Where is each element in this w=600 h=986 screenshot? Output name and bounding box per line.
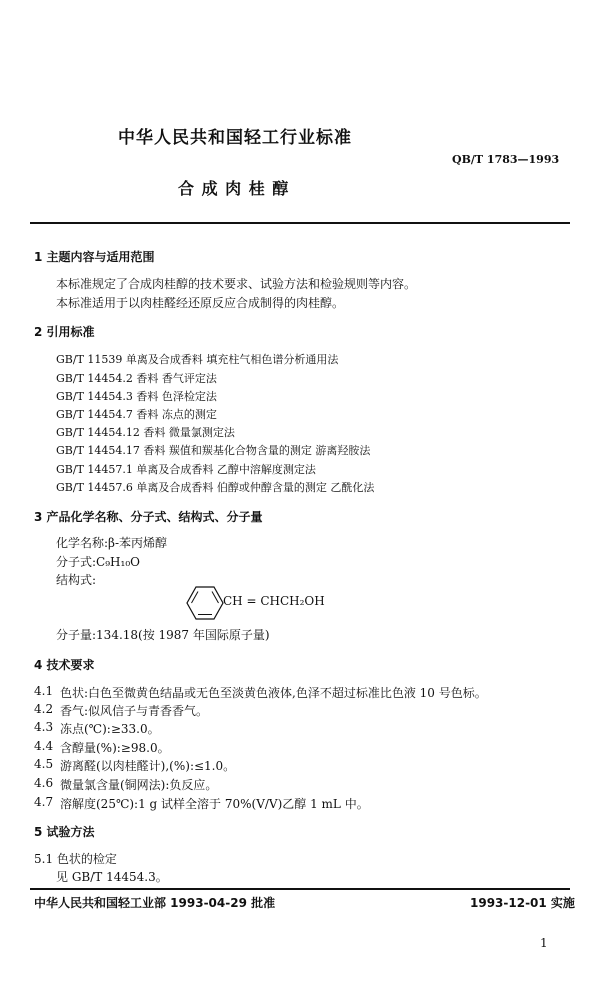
reference-item: GB/T 11539 单离及合成香料 填充柱气相色谱分析通用法 (56, 353, 339, 366)
page-number: 1 (540, 936, 548, 950)
benzene-ring-diagram (186, 586, 226, 620)
section-5-1-text: 见 GB/T 14454.3。 (56, 870, 168, 884)
reference-item: GB/T 14454.2 香料 香气评定法 (56, 372, 217, 385)
requirement-number: 4.6 (34, 776, 54, 790)
document-title: 合 成 肉 桂 醇 (178, 179, 290, 198)
molecular-weight: 分子量:134.18(按 1987 年国际原子量) (56, 628, 270, 642)
requirement-number: 4.5 (34, 757, 54, 771)
section-1-heading: 1 主题内容与适用范围 (34, 250, 155, 264)
reference-item: GB/T 14454.3 香料 色泽检定法 (56, 390, 217, 403)
requirement-number: 4.2 (34, 702, 54, 716)
structural-formula-side-chain: CH = CHCH₂OH (223, 594, 325, 608)
section-1-paragraph-2: 本标准适用于以肉桂醛经还原反应合成制得的肉桂醇。 (56, 296, 345, 310)
requirement-number: 4.3 (34, 720, 54, 734)
footer-rule (30, 888, 570, 890)
requirement-text: 含醇量(%):≥98.0。 (60, 741, 170, 755)
reference-item: GB/T 14457.6 单离及合成香料 伯醇或仲醇含量的测定 乙酰化法 (56, 481, 375, 494)
reference-item: GB/T 14454.12 香料 微量氯测定法 (56, 426, 235, 439)
requirement-text: 微量氯含量(铜网法):负反应。 (60, 778, 218, 792)
section-5-1-heading: 5.1 色状的检定 (34, 852, 117, 866)
requirement-text: 冻点(℃):≥33.0。 (60, 722, 160, 736)
requirement-text: 香气:似风信子与青香香气。 (60, 704, 209, 718)
section-3-heading: 3 产品化学名称、分子式、结构式、分子量 (34, 510, 263, 524)
requirement-text: 溶解度(25℃):1 g 试样全溶于 70%(V/V)乙醇 1 mL 中。 (60, 797, 369, 811)
requirement-text: 游离醛(以肉桂醛计),(%):≤1.0。 (60, 759, 236, 773)
org-title: 中华人民共和国轻工行业标准 (118, 128, 352, 148)
section-1-paragraph-1: 本标准规定了合成肉桂醇的技术要求、试验方法和检验规则等内容。 (56, 277, 417, 291)
requirement-text: 色状:白色至微黄色结晶或无色至淡黄色液体,色泽不超过标准比色液 10 号色标。 (60, 686, 487, 700)
standard-code: QB/T 1783—1993 (452, 153, 560, 166)
section-5-heading: 5 试验方法 (34, 825, 95, 839)
section-2-heading: 2 引用标准 (34, 325, 95, 339)
requirement-number: 4.1 (34, 684, 54, 698)
reference-item: GB/T 14457.1 单离及合成香料 乙醇中溶解度测定法 (56, 463, 316, 476)
requirement-number: 4.4 (34, 739, 54, 753)
reference-item: GB/T 14454.17 香料 羰值和羰基化合物含量的测定 游离羟胺法 (56, 444, 371, 457)
section-4-heading: 4 技术要求 (34, 658, 95, 672)
structural-formula-label: 结构式: (56, 573, 97, 587)
effective-date: 1993-12-01 实施 (470, 896, 575, 910)
reference-item: GB/T 14454.7 香料 冻点的测定 (56, 408, 217, 421)
molecular-formula-label: 分子式: (56, 555, 97, 569)
molecular-formula: C₉H₁₀O (96, 555, 140, 569)
approval-statement: 中华人民共和国轻工业部 1993-04-29 批准 (34, 896, 276, 910)
header-rule (30, 222, 570, 224)
chemical-name: 化学名称:β-苯丙烯醇 (56, 536, 168, 550)
requirement-number: 4.7 (34, 795, 54, 809)
molecular-formula-row (56, 553, 140, 570)
